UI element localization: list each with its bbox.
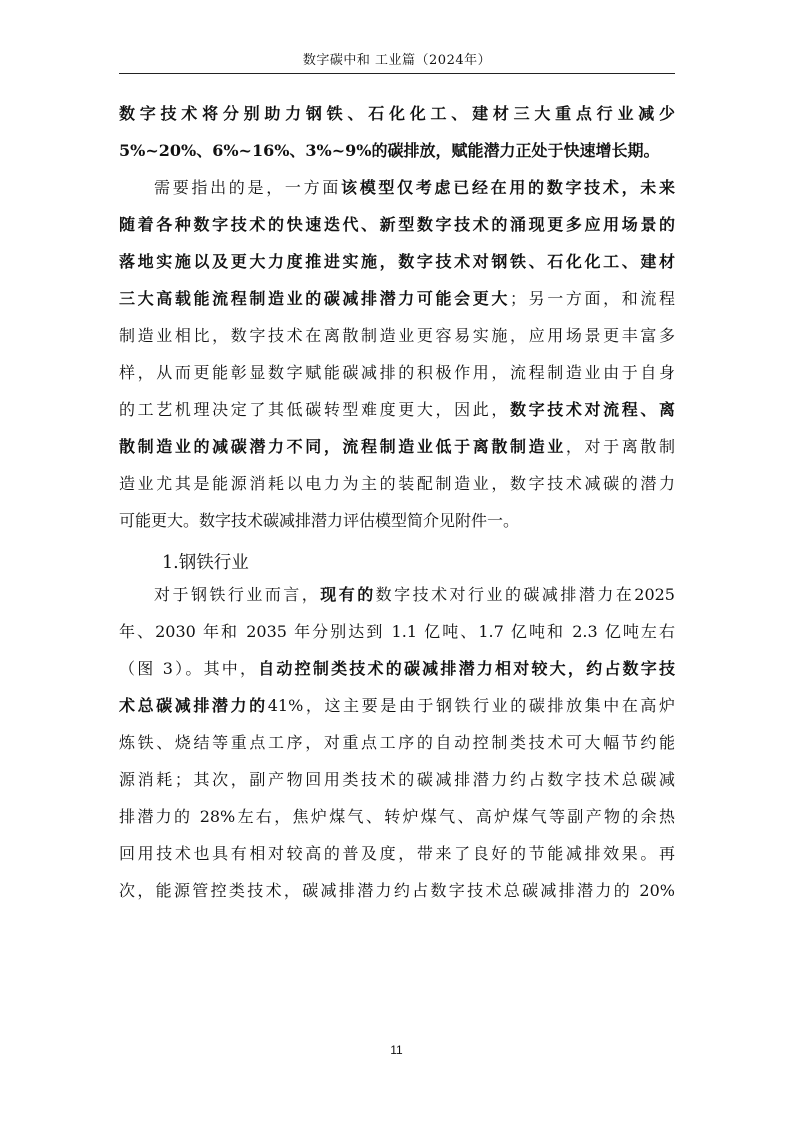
paragraph-line xyxy=(119,693,675,730)
page-number: 11 xyxy=(390,1043,403,1057)
paragraph-line xyxy=(119,582,675,619)
running-header: 数字碳中和 工业篇（2024年） xyxy=(302,53,492,68)
paragraph-line: 炼铁、烧结等重点工序，对重点工序的自动控制类技术可大幅节约能 xyxy=(119,733,675,752)
paragraph-line xyxy=(119,397,675,434)
bold-text-run: 术总碳减排潜力的 xyxy=(119,696,268,715)
header-divider xyxy=(119,73,675,74)
paragraph-2 xyxy=(119,175,675,545)
paragraph-line xyxy=(119,175,675,212)
text-run: 41%，这主要是由于钢铁行业的碳排放集中在高炉 xyxy=(267,696,675,715)
bold-text-run: 该模型仅考虑已经在用的数字技术，未来 xyxy=(341,178,675,197)
text-run: （图 3）。其中， xyxy=(119,659,259,678)
text-run: 需要指出的是，一方面 xyxy=(154,178,342,197)
paragraph-line xyxy=(119,286,675,323)
text-run: 的工艺机理决定了其低碳转型难度更大，因此， xyxy=(119,400,511,419)
paragraph-3 xyxy=(119,582,675,915)
bold-text-run: 数字技术对流程、离 xyxy=(510,400,675,419)
bold-text-run: 三大高载能流程制造业的碳减排潜力可能会更大 xyxy=(119,289,511,308)
paragraph-line: 制造业相比，数字技术在离散制造业更容易实施，应用场景更丰富多 xyxy=(119,326,675,345)
bold-text-run: 散制造业的减碳潜力不同，流程制造业低于离散制造业 xyxy=(119,437,566,456)
paragraph-line: 落地实施以及更大力度推进实施，数字技术对钢铁、石化化工、建材 xyxy=(119,252,675,271)
text-run: 数字技术对行业的碳减排潜力在2025 xyxy=(375,585,675,604)
paragraph-line: 造业尤其是能源消耗以电力为主的装配制造业，数字技术减碳的潜力 xyxy=(119,474,675,493)
paragraph-line: 数字技术将分别助力钢铁、石化化工、建材三大重点行业减少 xyxy=(119,104,675,123)
body-text xyxy=(119,101,675,915)
paragraph-line: 样，从而更能彰显数字赋能碳减排的积极作用，流程制造业由于自身 xyxy=(119,363,675,382)
text-run: ，对于离散制 xyxy=(565,437,675,456)
bold-text-run: 自动控制类技术的碳减排潜力相对较大，约占数字技 xyxy=(258,659,675,678)
paragraph-line: 回用技术也具有相对较高的普及度，带来了良好的节能减排效果。再 xyxy=(119,844,675,863)
paragraph-line: 次，能源管控类技术，碳减排潜力约占数字技术总碳减排潜力的 20% xyxy=(119,881,675,900)
paragraph-line xyxy=(119,656,675,693)
bold-text-run: 现有的 xyxy=(320,585,376,604)
paragraph-line: 年、2030 年和 2035 年分别达到 1.1 亿吨、1.7 亿吨和 2.3 亿吨左右 xyxy=(119,622,675,641)
paragraph-1 xyxy=(119,101,675,175)
paragraph-line xyxy=(119,434,675,471)
text-run: 对于钢铁行业而言， xyxy=(154,585,321,604)
paragraph-line: 源消耗；其次，副产物回用类技术的碳减排潜力约占数字技术总碳减 xyxy=(119,770,675,789)
paragraph-line: 可能更大。数字技术碳减排潜力评估模型简介见附件一。 xyxy=(119,511,520,530)
section-heading: 1.钢铁行业 xyxy=(162,553,249,573)
paragraph-line: 随着各种数字技术的快速迭代、新型数字技术的涌现更多应用场景的 xyxy=(119,215,675,234)
paragraph-line: 5%~20%、6%~16%、3%~9%的碳排放，赋能潜力正处于快速增长期。 xyxy=(119,141,660,160)
paragraph-line: 排潜力的 28%左右，焦炉煤气、转炉煤气、高炉煤气等副产物的余热 xyxy=(119,807,675,826)
text-run: ；另一方面，和流程 xyxy=(510,289,675,308)
